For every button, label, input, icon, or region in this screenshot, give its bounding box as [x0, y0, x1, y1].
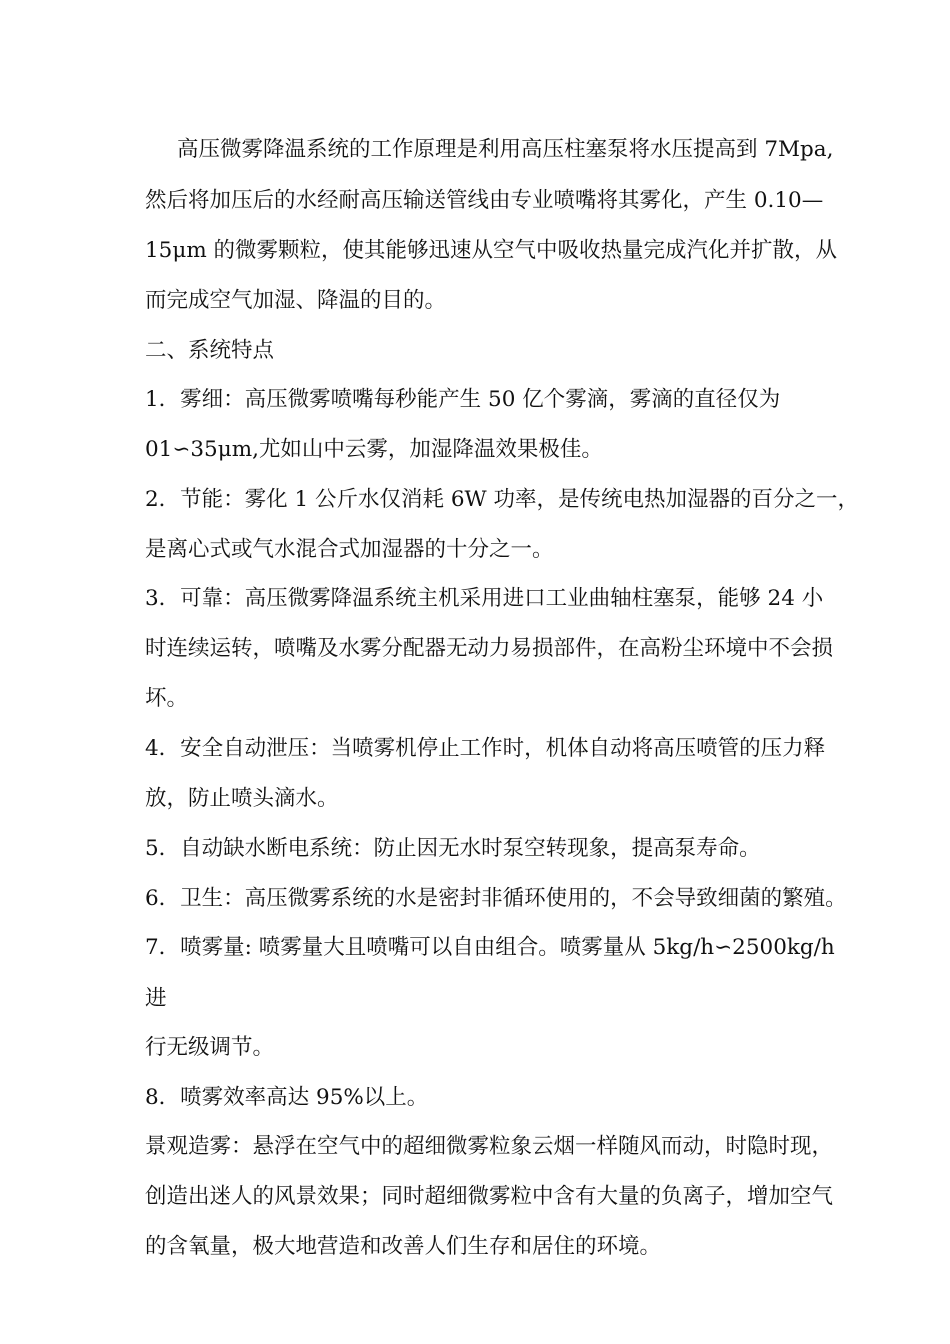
feature-2-line-1: 2．节能：雾化 1 公斤水仅消耗 6W 功率，是传统电热加湿器的百分之一， [145, 487, 859, 512]
feature-2-line-2: 是离心式或气水混合式加湿器的十分之一。 [145, 537, 554, 562]
feature-1-line-2: 01∽35μm,尤如山中云雾，加湿降温效果极佳。 [145, 437, 603, 462]
paragraph-line-4: 而完成空气加湿、降温的目的。 [145, 288, 447, 313]
feature-7-line-3: 行无级调节。 [145, 1035, 275, 1060]
landscape-line-3: 的含氧量，极大地营造和改善人们生存和居住的环境。 [145, 1234, 662, 1259]
paragraph-line-3: 15μm 的微雾颗粒，使其能够迅速从空气中吸收热量完成汽化并扩散，从 [145, 238, 838, 263]
landscape-line-2: 创造出迷人的风景效果；同时超细微雾粒中含有大量的负离子，增加空气 [145, 1184, 834, 1209]
feature-3-line-2: 时连续运转，喷嘴及水雾分配器无动力易损部件，在高粉尘环境中不会损 [145, 636, 834, 661]
landscape-line-1: 景观造雾：悬浮在空气中的超细微雾粒象云烟一样随风而动，时隐时现， [145, 1134, 834, 1159]
feature-7-line-2: 进 [145, 986, 167, 1011]
paragraph-line-2: 然后将加压后的水经耐高压输送管线由专业喷嘴将其雾化，产生 0.10— [145, 188, 824, 213]
paragraph-line-1: 高压微雾降温系统的工作原理是利用高压柱塞泵将水压提高到 7Mpa, [177, 137, 834, 162]
feature-6-line: 6．卫生：高压微雾系统的水是密封非循环使用的，不会导致细菌的繁殖。 [145, 886, 847, 911]
feature-8-line: 8．喷雾效率高达 95%以上。 [145, 1085, 429, 1110]
feature-4-line-1: 4．安全自动泄压：当喷雾机停止工作时，机体自动将高压喷管的压力释 [145, 736, 826, 761]
feature-4-line-2: 放，防止喷头滴水。 [145, 786, 339, 811]
feature-3-line-3: 坏。 [145, 686, 189, 711]
feature-3-line-1: 3．可靠：高压微雾降温系统主机采用进口工业曲轴柱塞泵，能够 24 小 [145, 586, 824, 611]
section-heading: 二、系统特点 [145, 338, 275, 363]
feature-7-line-1: 7．喷雾量: 喷雾量大且喷嘴可以自由组合。喷雾量从 5kg/h∽2500kg/h [145, 935, 835, 960]
feature-1-line-1: 1．雾细：高压微雾喷嘴每秒能产生 50 亿个雾滴，雾滴的直径仅为 [145, 387, 781, 412]
feature-5-line: 5．自动缺水断电系统：防止因无水时泵空转现象，提高泵寿命。 [145, 836, 761, 861]
